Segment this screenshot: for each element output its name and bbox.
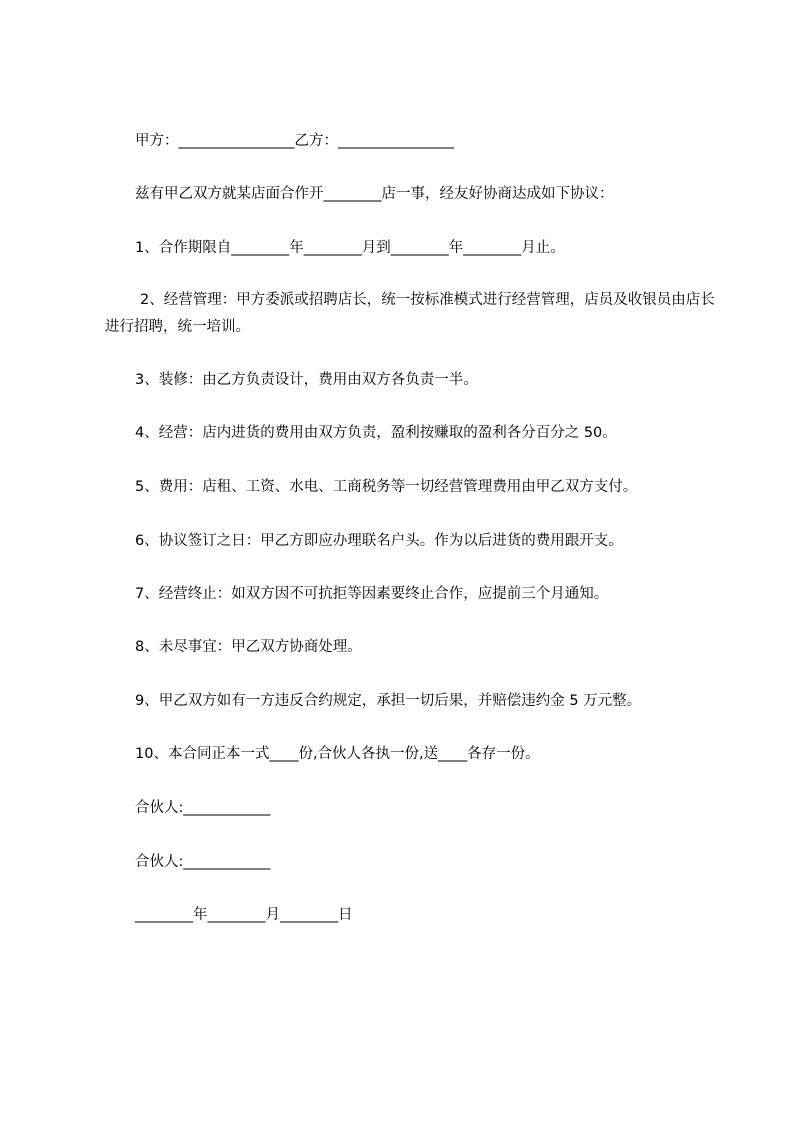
clause-1: 1、合作期限自________年________月到________年________月止。 (135, 240, 565, 256)
date-line: ________年________月________日 (135, 907, 353, 923)
clause-4: 4、经营：店内进货的费用由双方负责，盈利按赚取的盈利各分百分之 50。 (135, 425, 617, 441)
clause-7: 7、经营终止：如双方因不可抗拒等因素要终止合作，应提前三个月通知。 (135, 586, 609, 602)
clause-5: 5、费用：店租、工资、水电、工商税务等一切经营管理费用由甲乙双方支付。 (135, 479, 638, 495)
partner-signature-1: 合伙人:____________ (135, 800, 271, 816)
clause-8: 8、未尽事宜：甲乙双方协商处理。 (135, 639, 362, 655)
clause-10: 10、本合同正本一式____份,合伙人各执一份,送____各存一份。 (135, 746, 540, 762)
clause-6: 6、协议签订之日：甲乙方即应办理联名户头。作为以后进货的费用跟开支。 (135, 533, 623, 549)
clause-2: 2、经营管理：甲方委派或招聘店长，统一按标准模式进行经营管理，店员及收银员由店长进行招聘，统一培训。 (105, 292, 715, 335)
parties-line: 甲方：________________乙方：________________ (135, 133, 454, 149)
intro-paragraph: 兹有甲乙双方就某店面合作开________店一事，经友好协商达成如下协议： (135, 186, 614, 202)
clause-9: 9、甲乙双方如有一方违反合约规定，承担一切后果，并赔偿违约金 5 万元整。 (135, 693, 642, 709)
clause-3: 3、装修：由乙方负责设计，费用由双方各负责一半。 (135, 372, 478, 388)
partner-signature-2: 合伙人:____________ (135, 854, 271, 870)
